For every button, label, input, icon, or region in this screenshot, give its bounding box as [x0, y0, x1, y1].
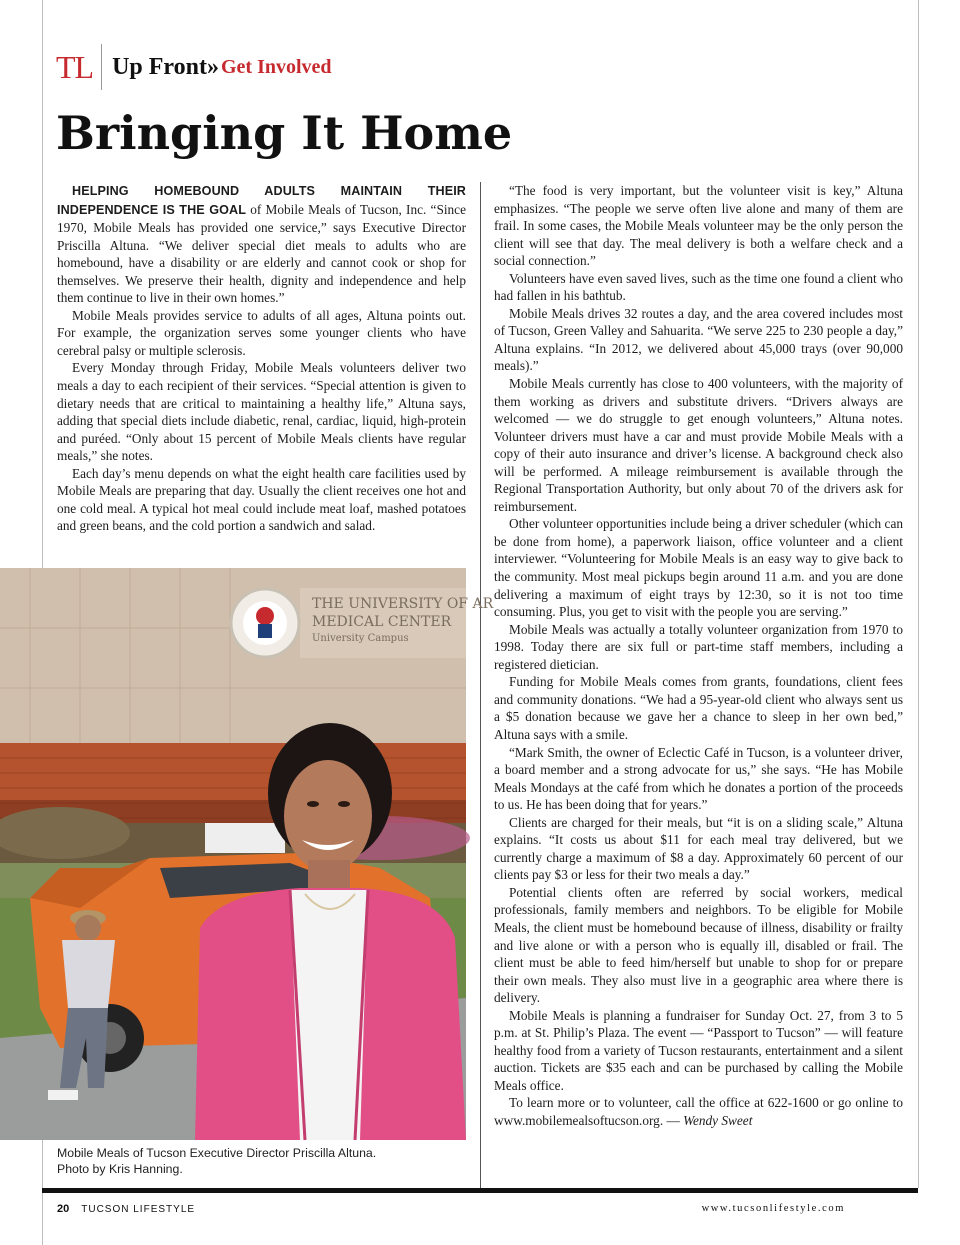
body-paragraph: Funding for Mobile Meals comes from grants, foundations, client fees and community donations. “We had a 95-year-old client who always sent us a $5 donation because we gave her a chance to sleep in her own bed,” Altuna says with a smile. [494, 674, 903, 742]
page-number: 20 [57, 1203, 70, 1215]
magazine-name: TUCSON LIFESTYLE [81, 1204, 196, 1215]
body-paragraph: Volunteers have even saved lives, such as the time one found a client who had fallen in his bathtub. [494, 270, 903, 304]
footer-website: www.tucsonlifestyle.com [701, 1203, 845, 1214]
footer-folio [57, 1203, 195, 1215]
body-paragraph: Other volunteer opportunities include being a driver scheduler (which can be done from home), a paperwork liaison, office volunteer and a client interviewer. “Volunteering for Mobile Meals is an easy way to give back to the community. Most meal pickups begin around 11 a.m. and you are done delivering a maximum of eight trays by 12:30, so it is not too time consuming. Plus, you get to visit with the people you are serving.” [494, 516, 903, 620]
body-paragraph: “The food is very important, but the volunteer visit is key,” Altuna emphasizes. “The people we serve often live alone and many of them are frail. In some cases, the Mobile Meals volunteer may be the only person the client will see that day. The meal delivery is both a welfare check and a social connection.” [494, 183, 903, 269]
photo-caption [57, 1145, 457, 1177]
portrait-photo [0, 568, 494, 1140]
closing-text: To learn more or to volunteer, call the office at 622-1600 or go online to www.mobilemealsoftucson.org. — [494, 1095, 903, 1128]
body-paragraph: Potential clients often are referred by social workers, medical professionals, family members and neighbors. To be eligible for Mobile Meals, the client must be homebound because of illness, disability or frailty and live alone or with a person who is equally ill, disabled or frail. The client must be able to feed him/herself but unable to shop for or prepare their own meals. They also must live in a geographic area where there is delivery. [494, 884, 903, 1006]
column-divider [480, 182, 481, 1188]
photo-credit: Photo by Kris Hanning. [57, 1162, 183, 1176]
right-column [494, 182, 903, 1130]
page-right-rule [918, 0, 919, 1188]
page-header [56, 44, 332, 90]
footer-rule [42, 1188, 918, 1193]
sign-text: University Campus [312, 633, 409, 644]
body-paragraph: Each day’s menu depends on what the eight health care facilities used by Mobile Meals are preparing that day. Usually the client receives one hot and one cold meal. A typical hot meal could include meat loaf, mashed potatoes and green beans, and the cold portion a sandwich and salad. [57, 465, 466, 534]
sign-text: MEDICAL CENTER [312, 614, 452, 630]
body-paragraph: Clients are charged for their meals, but “it is on a sliding scale,” Altuna explains. “It costs us about $11 for each meal tray delivered, but we currently charge a maximum of $8 a day. Approximately 60 percent of our clients pay $3 or less for their two meals a day.” [494, 814, 903, 883]
article-headline: Bringing It Home [56, 106, 513, 160]
section-title: Up Front» [112, 53, 219, 80]
subsection-title: Get Involved [221, 55, 332, 78]
body-paragraph: Mobile Meals was actually a totally volunteer organization from 1970 to 1998. Today there are six full or part-time staff members, including a registered dietician. [494, 621, 903, 672]
body-paragraph: Mobile Meals currently has close to 400 volunteers, with the majority of them working as drivers and substitute drivers. “Drivers always are welcomed — we do struggle to get enough volunteers,” Altuna notes. Volunteer drivers must have a car and must provide Mobile Meals with a copy of their auto insurance and driver’s license. A background check also will be performed. A mileage reimbursement is available through the Regional Transportation Authority, but only about 70 of the drivers ask for reimbursement. [494, 376, 903, 514]
lead-text: of Mobile Meals of Tucson, Inc. “Since 1970, Mobile Meals has provided one service,” says Executive Director Priscilla Altuna. “We deliver special diet meals to adults who are homebound, have a disability or are elderly and cannot cook or shop for themselves. We preserve their health, dignity and independence and help them continue to live in their own homes.” [57, 201, 466, 306]
caption-line: Mobile Meals of Tucson Executive Director Priscilla Altuna. [57, 1146, 377, 1160]
body-paragraph: Mobile Meals provides service to adults of all ages, Altuna points out. For example, the organization serves some younger clients who have cerebral palsy or multiple sclerosis. [57, 307, 466, 358]
body-paragraph: Mobile Meals is planning a fundraiser for Sunday Oct. 27, from 3 to 5 p.m. at St. Philip’s Plaza. The event — “Passport to Tucson” — will feature healthy food from a variety of Tucson restaurants, entertainment and a silent auction. Tickets are $35 each and can be purchased by calling the Mobile Meals office. [494, 1007, 903, 1093]
tl-logo: TL [56, 48, 94, 85]
lead-caps: HELPING HOMEBOUND ADULTS MAINTAIN THEIR INDEPENDENCE IS THE GOAL [57, 184, 466, 217]
body-paragraph: “Mark Smith, the owner of Eclectic Café in Tucson, is a volunteer driver, a board member and a strong advocate for us,” she says. “He has Mobile Meals Mondays at the café from which he donates a portion of the proceeds to us. He has been doing that for years.” [494, 744, 903, 813]
header-divider [101, 44, 102, 90]
body-paragraph: Every Monday through Friday, Mobile Meals volunteers deliver two meals a day to each recipient of their services. “Special attention is given to dietary needs that are critical to maintaining a healthy life,” Altuna says, adding that special diets include diabetic, renal, cardiac, liquid, high-protein and puréed. “Only about 15 percent of Mobile Meals clients have regular meals,” she notes. [57, 360, 466, 464]
left-column [57, 182, 466, 535]
closing-paragraph [494, 1094, 903, 1129]
body-paragraph: Mobile Meals drives 32 routes a day, and the area covered includes most of Tucson, Green Valley and Sahuarita. “We serve 225 to 230 people a day,” Altuna explains. “In 2012, we delivered about 45,000 trays (over 90,000 meals).” [494, 305, 903, 374]
byline: Wendy Sweet [683, 1112, 753, 1128]
sign-text: THE UNIVERSITY OF AR [312, 596, 494, 612]
lead-paragraph [57, 182, 466, 307]
